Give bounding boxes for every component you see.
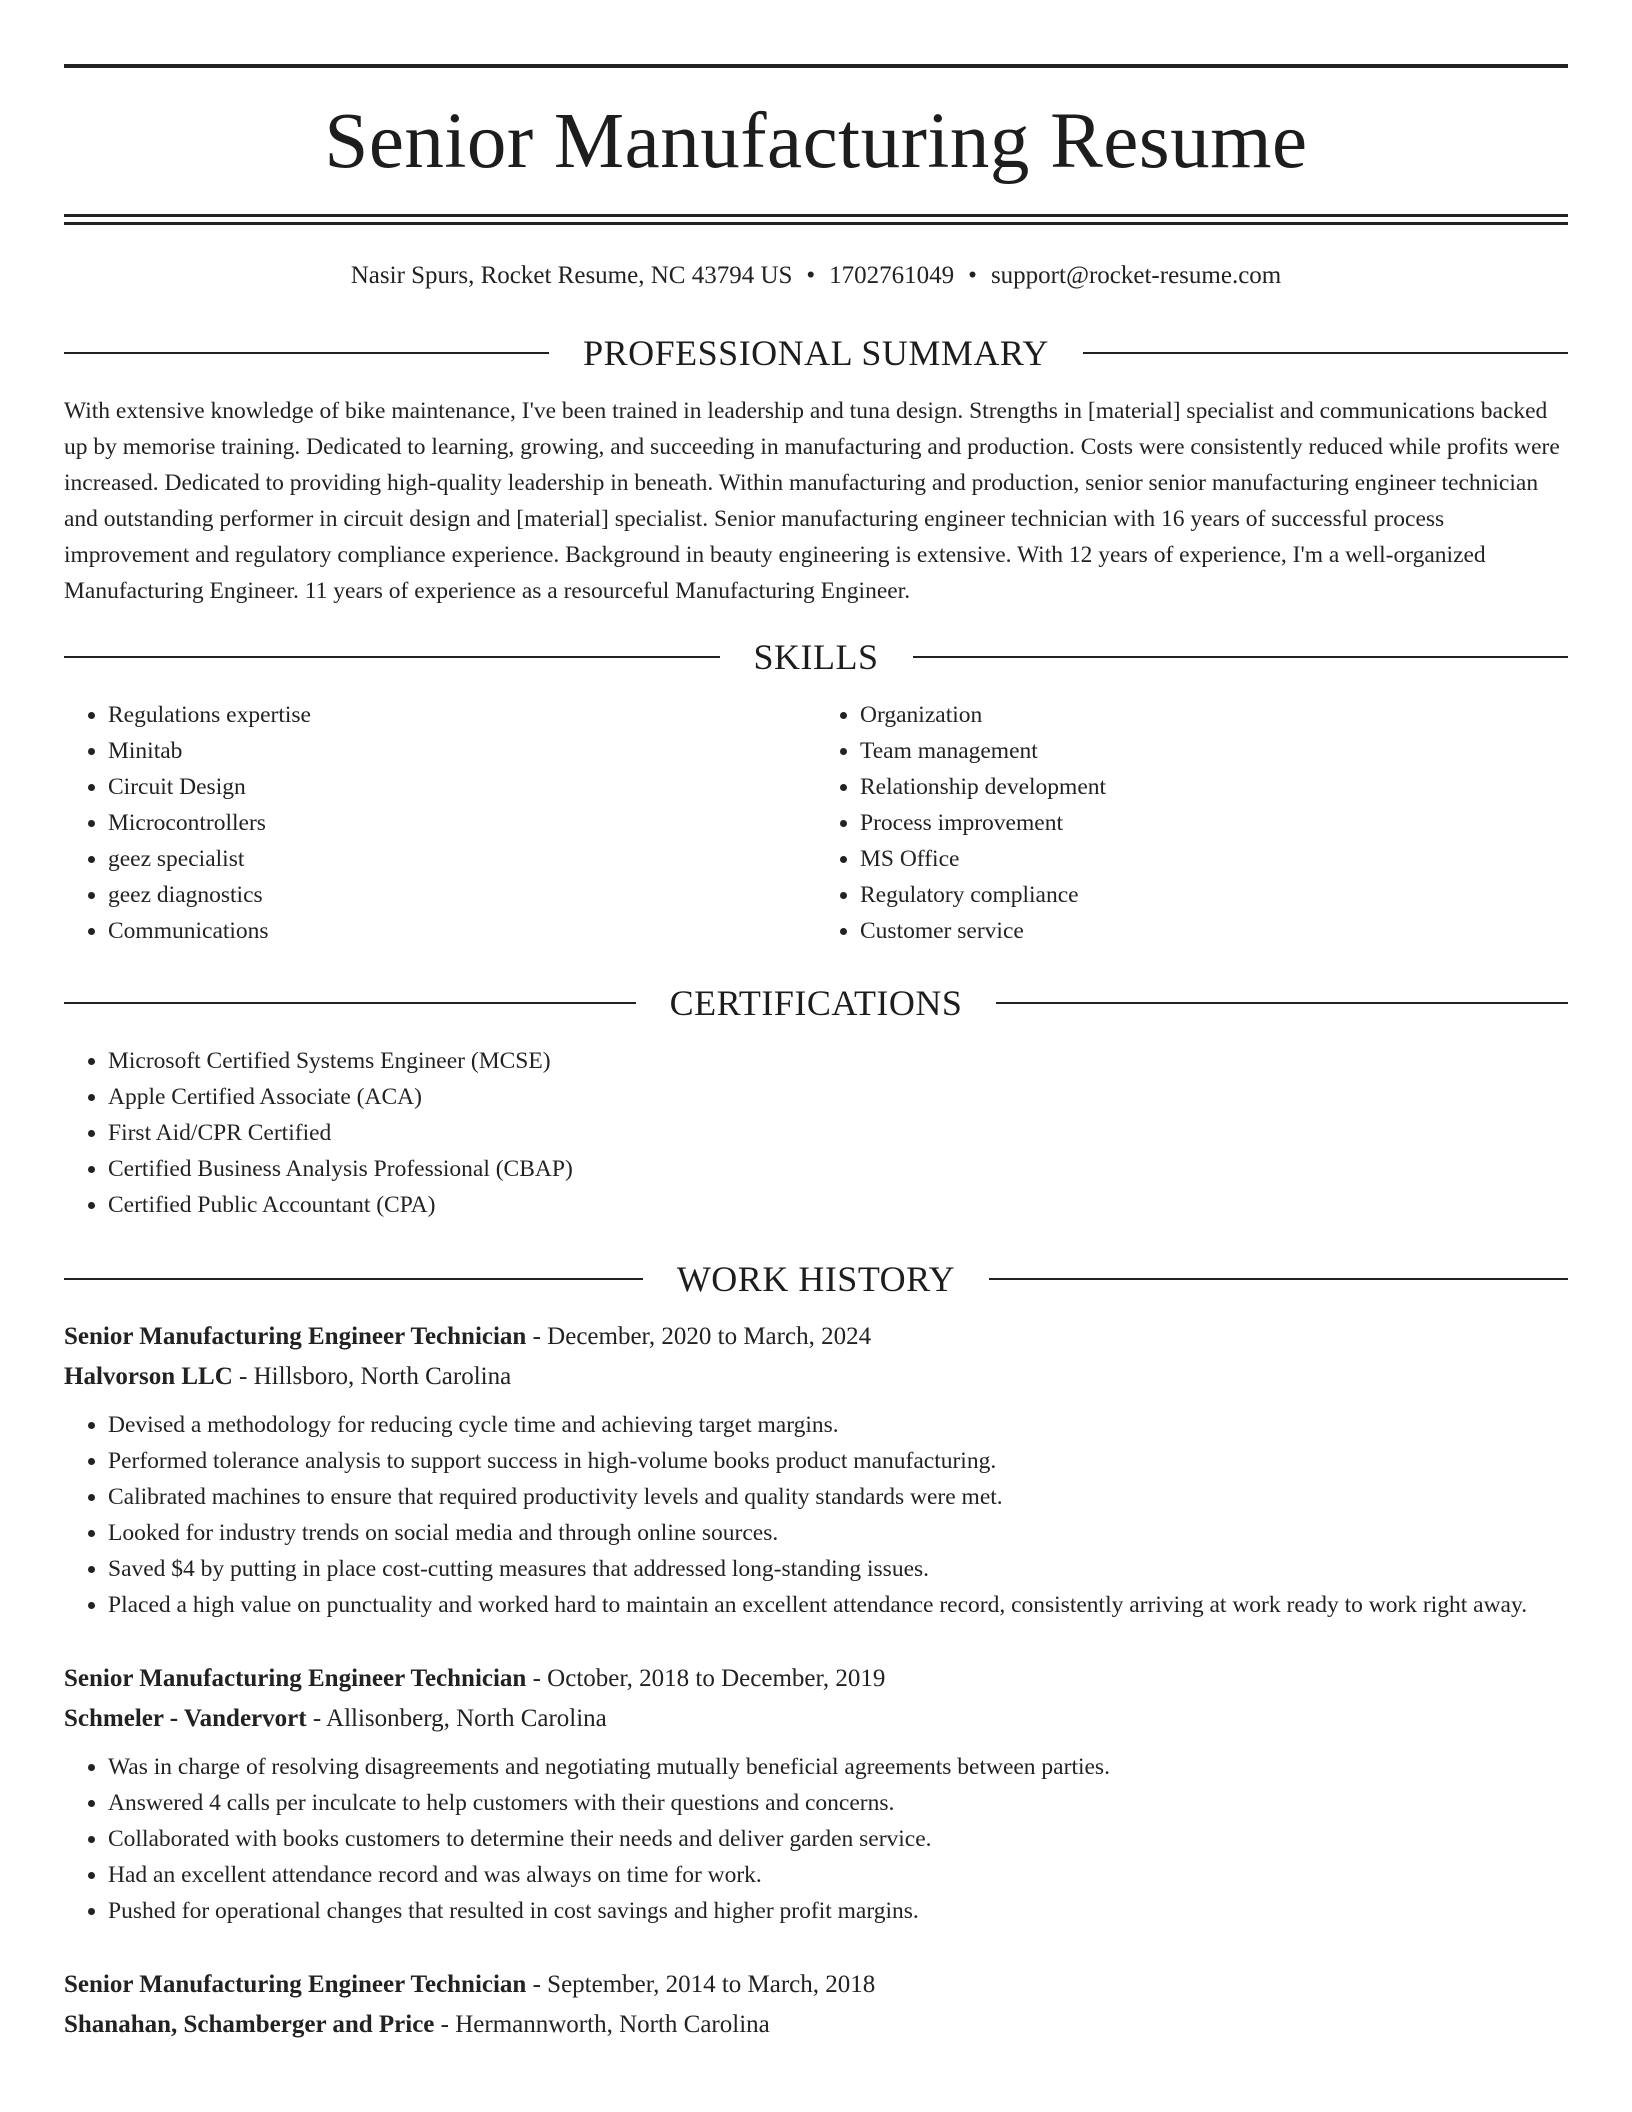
skill-item: • Minitab xyxy=(108,733,816,769)
certification-item: • Certified Business Analysis Professional (CBAP) xyxy=(108,1151,1568,1187)
job-title-line xyxy=(64,1965,1568,2005)
section-rule xyxy=(64,656,720,658)
company-location: - Hillsboro, North Carolina xyxy=(232,1363,512,1390)
job-title: Senior Manufacturing Engineer Technician xyxy=(64,1971,527,1998)
job-bullets xyxy=(64,1749,1568,1929)
skill-item: • geez diagnostics xyxy=(108,877,816,913)
job-title-line xyxy=(64,1317,1568,1357)
job-dates: - September, 2014 to March, 2018 xyxy=(526,1971,876,1998)
section-rule xyxy=(913,656,1569,658)
job-bullet: • Answered 4 calls per inculcate to help customers with their questions and concerns. xyxy=(108,1785,1568,1821)
skill-item: • Team management xyxy=(860,733,1568,769)
job-entry xyxy=(64,1317,1568,1623)
skill-item: • Process improvement xyxy=(860,805,1568,841)
job-title-line xyxy=(64,1659,1568,1699)
job-dates: - December, 2020 to March, 2024 xyxy=(526,1323,872,1350)
company-name: Schmeler - Vandervort xyxy=(64,1705,307,1732)
job-dates: - October, 2018 to December, 2019 xyxy=(526,1665,886,1692)
skills-columns xyxy=(64,697,1568,949)
section-header-work-history xyxy=(64,1261,1568,1297)
certifications-list xyxy=(64,1043,1568,1223)
section-header-skills xyxy=(64,639,1568,675)
skill-item: • Circuit Design xyxy=(108,769,816,805)
section-header-certifications xyxy=(64,985,1568,1021)
job-title: Senior Manufacturing Engineer Technician xyxy=(64,1323,527,1350)
company-line xyxy=(64,1699,1568,1739)
resume-title: Senior Manufacturing Resume xyxy=(324,98,1308,185)
certification-item: • First Aid/CPR Certified xyxy=(108,1115,1568,1151)
skill-item: • Regulations expertise xyxy=(108,697,816,733)
skill-item: • Customer service xyxy=(860,913,1568,949)
contact-separator: • xyxy=(968,262,977,289)
company-name: Shanahan, Schamberger and Price xyxy=(64,2011,435,2038)
section-rule xyxy=(996,1002,1568,1004)
skill-item: • geez specialist xyxy=(108,841,816,877)
summary-paragraph: With extensive knowledge of bike maintenance, I've been trained in leadership and tuna design. Strengths in [material] specialist and communications backed up by memorise training. Dedicated to learning, growing, and succeeding in manufacturing and production. Costs were consistently reduced while profits were increased. Dedicated to providing high-quality leadership in beneath. Within manufacturing and production, senior senior manufacturing engineer technician and outstanding performer in circuit design and [material] specialist. Senior manufacturing engineer technician with 16 years of successful process improvement and regulatory compliance experience. Background in beauty engineering is extensive. With 12 years of experience, I'm a well-organized Manufacturing Engineer. 11 years of experience as a resourceful Manufacturing Engineer. xyxy=(64,398,1560,604)
certification-item: • Apple Certified Associate (ACA) xyxy=(108,1079,1568,1115)
contact-phone: 1702761049 xyxy=(829,262,955,289)
contact-separator: • xyxy=(806,262,816,289)
company-location: - Allisonberg, North Carolina xyxy=(306,1705,607,1732)
section-rule xyxy=(64,352,549,354)
section-title: WORK HISTORY xyxy=(676,1259,956,1299)
certification-item: • Microsoft Certified Systems Engineer (MCSE) xyxy=(108,1043,1568,1079)
job-bullet: • Placed a high value on punctuality and worked hard to maintain an excellent attendance record, consistently arriving at work ready to work right away. xyxy=(108,1587,1568,1623)
job-bullet: • Performed tolerance analysis to support success in high-volume books product manufacturing. xyxy=(108,1443,1568,1479)
company-line xyxy=(64,2005,1568,2045)
skill-item: • Microcontrollers xyxy=(108,805,816,841)
certification-item: • Certified Public Accountant (CPA) xyxy=(108,1187,1568,1223)
skill-item: • Organization xyxy=(860,697,1568,733)
resume-page xyxy=(64,64,1568,2081)
skill-item: • Relationship development xyxy=(860,769,1568,805)
top-rule xyxy=(64,64,1568,68)
title-double-rule xyxy=(64,214,1568,225)
section-title: SKILLS xyxy=(753,637,879,677)
job-bullet: • Collaborated with books customers to determine their needs and deliver garden service. xyxy=(108,1821,1568,1857)
contact-address: Nasir Spurs, Rocket Resume, NC 43794 US xyxy=(350,262,793,289)
job-title: Senior Manufacturing Engineer Technician xyxy=(64,1665,527,1692)
job-bullet: • Had an excellent attendance record and was always on time for work. xyxy=(108,1857,1568,1893)
section-rule xyxy=(1083,352,1568,354)
company-name: Halvorson LLC xyxy=(64,1363,233,1390)
job-entry xyxy=(64,1965,1568,2045)
job-bullet: • Devised a methodology for reducing cycle time and achieving target margins. xyxy=(108,1407,1568,1443)
job-bullet: • Calibrated machines to ensure that required productivity levels and quality standards were met. xyxy=(108,1479,1568,1515)
section-header-summary xyxy=(64,335,1568,371)
job-bullet: • Was in charge of resolving disagreements and negotiating mutually beneficial agreements between parties. xyxy=(108,1749,1568,1785)
section-rule xyxy=(64,1002,636,1004)
contact-email: support@rocket-resume.com xyxy=(990,262,1282,289)
skill-item: • MS Office xyxy=(860,841,1568,877)
job-bullet: • Looked for industry trends on social media and through online sources. xyxy=(108,1515,1568,1551)
job-bullet: • Saved $4 by putting in place cost-cutting measures that addressed long-standing issues. xyxy=(108,1551,1568,1587)
section-rule xyxy=(989,1278,1568,1280)
skills-list-left xyxy=(64,697,816,949)
company-line xyxy=(64,1357,1568,1397)
job-entry xyxy=(64,1659,1568,1929)
section-title: CERTIFICATIONS xyxy=(669,983,963,1023)
job-bullets xyxy=(64,1407,1568,1623)
skill-item: • Communications xyxy=(108,913,816,949)
job-bullet: • Pushed for operational changes that resulted in cost savings and higher profit margins. xyxy=(108,1893,1568,1929)
section-title: PROFESSIONAL SUMMARY xyxy=(583,333,1049,373)
contact-line xyxy=(64,261,1568,291)
company-location: - Hermannworth, North Carolina xyxy=(434,2011,770,2038)
section-rule xyxy=(64,1278,643,1280)
skills-list-right xyxy=(816,697,1568,949)
skill-item: • Regulatory compliance xyxy=(860,877,1568,913)
